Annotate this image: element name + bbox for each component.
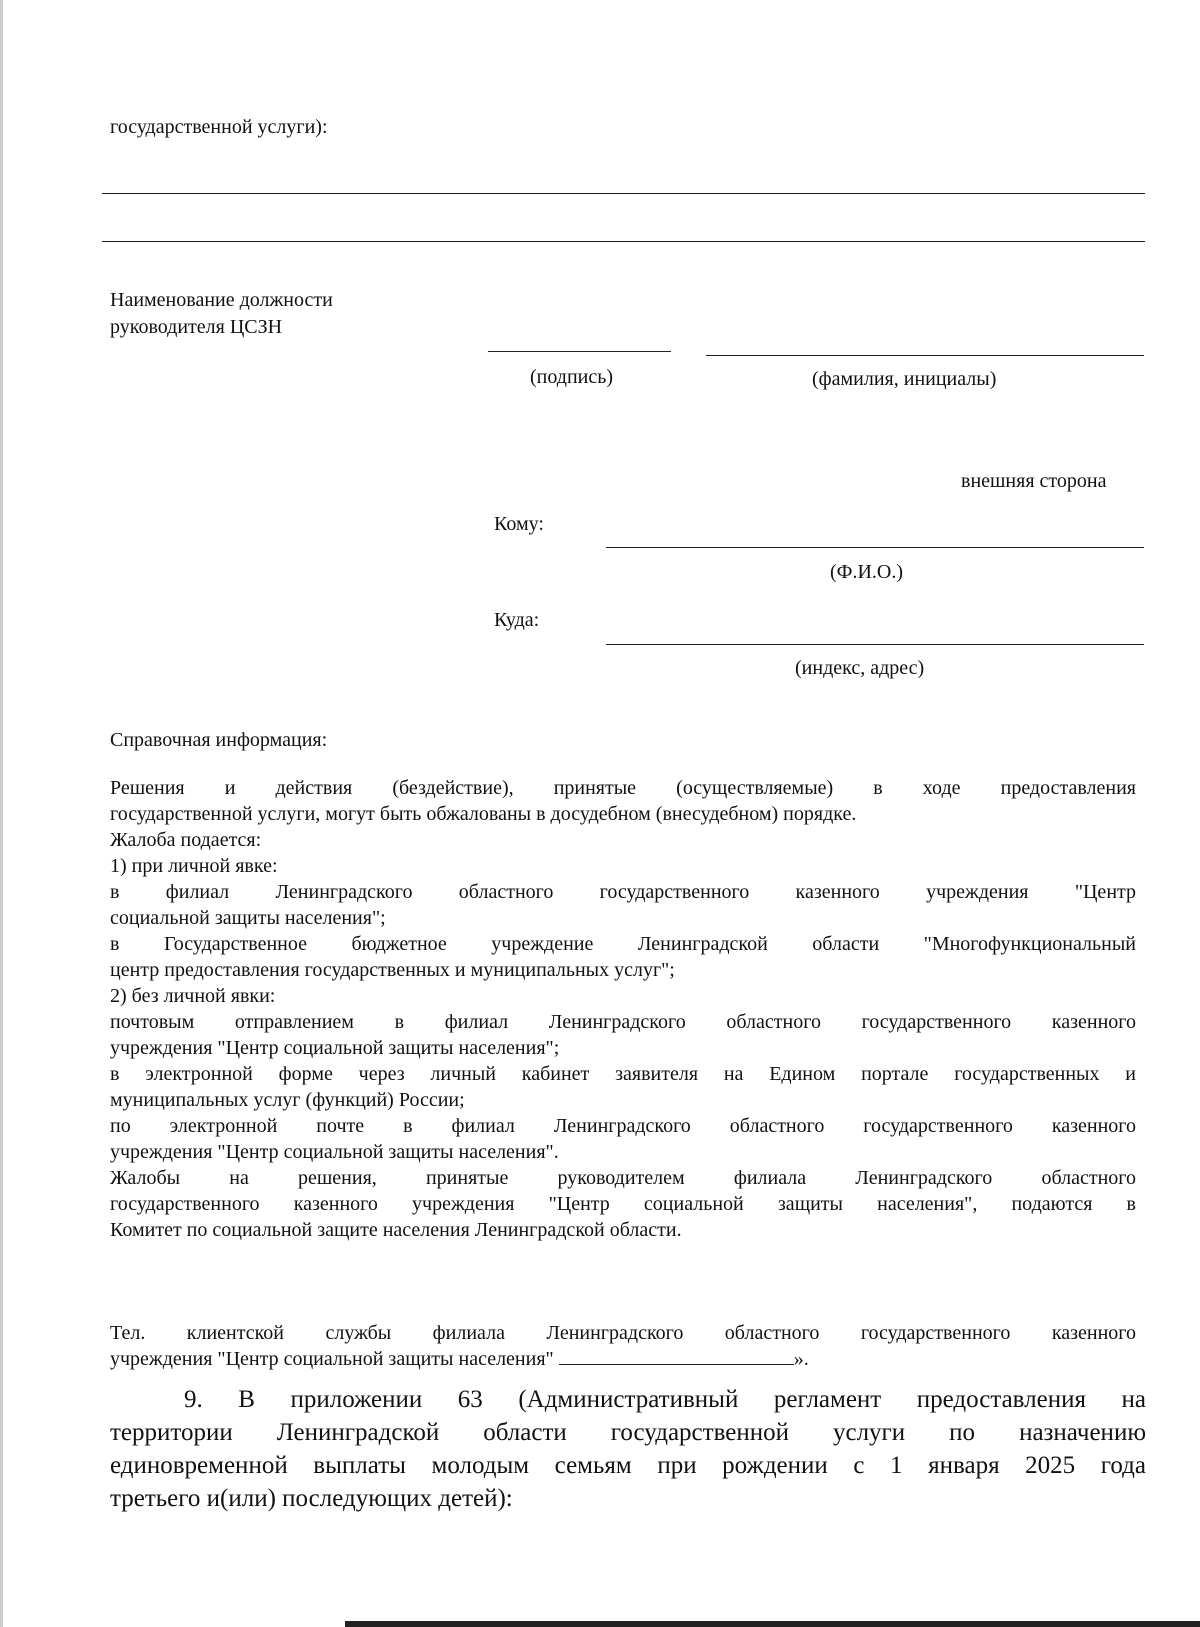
reference-line: Жалобы на решения, принятые руководителем филиала Ленинградского областного: [110, 1167, 1136, 1189]
reference-line: учреждения "Центр социальной защиты населения".: [110, 1141, 559, 1163]
position-label-line2: руководителя ЦСЗН: [110, 316, 283, 338]
signature-line: [488, 351, 671, 352]
reference-line: государственной услуги, могут быть обжалованы в досудебном (внесудебном) порядке.: [110, 803, 857, 825]
reference-line: муниципальных услуг (функций) России;: [110, 1089, 465, 1111]
where-line: [606, 644, 1144, 645]
reference-line: по электронной почте в филиал Ленинградского областного государственного казенного: [110, 1115, 1136, 1137]
signature-caption: (подпись): [530, 366, 614, 388]
item9-line: территории Ленинградской области государственной услуги по назначению: [110, 1419, 1146, 1446]
reference-line: социальной защиты населения";: [110, 907, 386, 929]
reference-line: в филиал Ленинградского областного государственного казенного учреждения "Центр: [110, 881, 1136, 903]
where-label: Куда:: [494, 609, 540, 631]
to-label: Кому:: [494, 513, 544, 535]
phone-line1: Тел. клиентской службы филиала Ленинградского областного государственного казенного: [110, 1322, 1136, 1344]
reference-line: Комитет по социальной защите населения Ленинградской области.: [110, 1219, 682, 1241]
item9-line: 9. В приложении 63 (Административный регламент предоставления на: [184, 1386, 1146, 1413]
outer-side-label: внешняя сторона: [961, 470, 1107, 492]
reference-line: государственного казенного учреждения "Центр социальной защиты населения", подаются в: [110, 1193, 1136, 1215]
fio-caption: (Ф.И.О.): [830, 561, 904, 583]
reference-line: Решения и действия (бездействие), принятые (осуществляемые) в ходе предоставления: [110, 777, 1136, 799]
reference-line: почтовым отправлением в филиал Ленинградского областного государственного казенного: [110, 1011, 1136, 1033]
to-line: [606, 547, 1144, 548]
reference-line: 2) без личной явки:: [110, 985, 276, 1007]
reference-block: [110, 775, 1136, 1243]
reference-line: центр предоставления государственных и муниципальных услуг";: [110, 959, 675, 981]
header-text: государственной услуги):: [110, 116, 328, 138]
scan-edge: [0, 0, 3, 1627]
item9-line: единовременной выплаты молодым семьям при рождении с 1 января 2025 года: [110, 1452, 1146, 1479]
reference-title: Справочная информация:: [110, 729, 328, 751]
name-caption: (фамилия, инициалы): [812, 368, 997, 390]
reference-line: Жалоба подается:: [110, 829, 262, 851]
item9-line: третьего и(или) последующих детей):: [110, 1485, 513, 1512]
phone-line2: [110, 1346, 1136, 1372]
address-caption: (индекс, адрес): [795, 657, 925, 679]
name-line: [706, 355, 1144, 356]
phone-line2-suffix: ».: [793, 1348, 809, 1370]
reference-line: в электронной форме через личный кабинет заявителя на Едином портале государственных и: [110, 1063, 1136, 1085]
reference-line: в Государственное бюджетное учреждение Ленинградской области "Многофункциональный: [110, 933, 1136, 955]
position-label-line1: Наименование должности: [110, 289, 333, 311]
reference-line: 1) при личной явке:: [110, 855, 278, 877]
reference-line: учреждения "Центр социальной защиты населения";: [110, 1037, 560, 1059]
blank-line-1: [102, 193, 1145, 194]
page-bottom-edge: [345, 1621, 1200, 1627]
blank-line-2: [102, 241, 1145, 242]
phone-line2-prefix: учреждения "Центр социальной защиты населения": [110, 1348, 554, 1370]
phone-blank: [559, 1346, 794, 1365]
item9-block: [110, 1383, 1146, 1515]
